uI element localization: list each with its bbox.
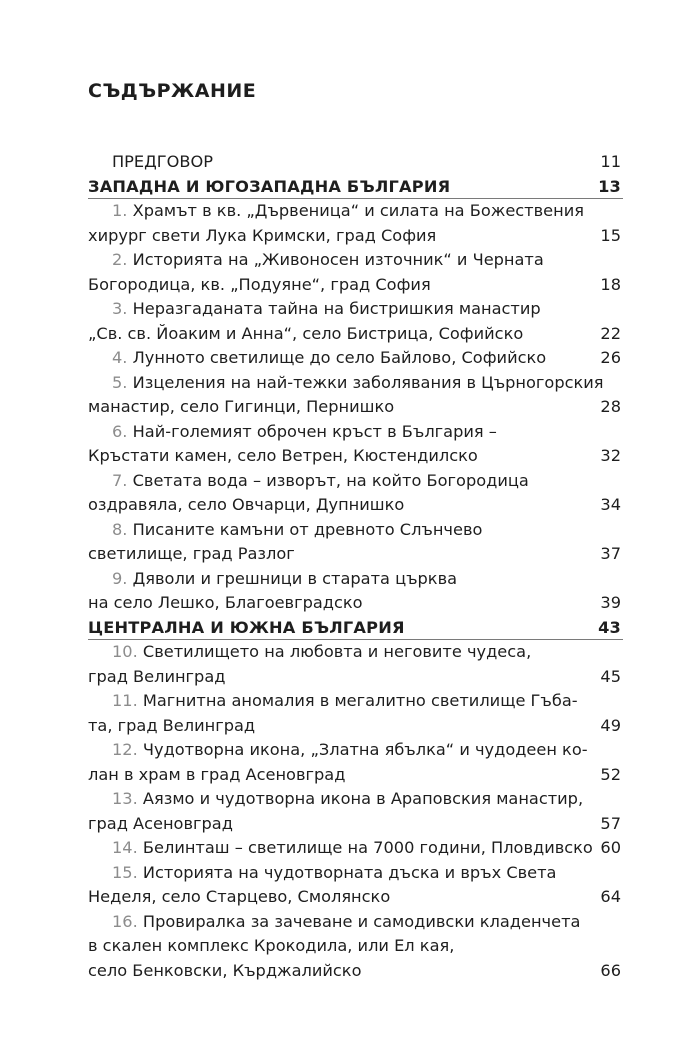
entry-number: 8. bbox=[112, 519, 128, 539]
toc-entry bbox=[88, 689, 623, 738]
toc-line bbox=[88, 248, 623, 273]
entry-title: оздравяла, село Овчарци, Дупнишко bbox=[88, 495, 405, 514]
toc-line bbox=[88, 224, 623, 249]
entry-title: Белинташ – светилище на 7000 години, Пловдивско bbox=[142, 838, 593, 857]
toc-section bbox=[88, 616, 623, 641]
entry-number: 6. bbox=[112, 421, 128, 441]
entry-number: 7. bbox=[112, 470, 128, 490]
toc-entry bbox=[88, 640, 623, 689]
entry-title: Най-големият оброчен кръст в България – bbox=[132, 421, 497, 441]
entry-title: ПРЕДГОВОР bbox=[112, 152, 214, 171]
entry-title: Неделя, село Старцево, Смолянско bbox=[88, 887, 391, 906]
page-number: 18 bbox=[600, 274, 621, 294]
page-number: 26 bbox=[600, 348, 621, 367]
toc-section bbox=[88, 175, 623, 200]
toc-entry bbox=[88, 371, 623, 420]
toc-entry bbox=[88, 738, 623, 787]
entry-title: Кръстати камен, село Ветрен, Кюстендилско bbox=[88, 446, 478, 465]
toc-line bbox=[88, 346, 623, 371]
entry-title: Чудотворна икона, „Златна ябълка“ и чудодеен ко- bbox=[142, 740, 588, 759]
toc-line bbox=[88, 836, 623, 861]
section-title: ЦЕНТРАЛНА И ЮЖНА БЪЛГАРИЯ bbox=[88, 617, 405, 637]
toc-line bbox=[88, 640, 623, 665]
entry-number: 3. bbox=[112, 299, 128, 318]
entry-number: 4. bbox=[112, 348, 128, 367]
toc-line bbox=[88, 591, 623, 616]
entry-number: 10. bbox=[112, 642, 138, 661]
page-number: 39 bbox=[600, 593, 621, 612]
page-number: 11 bbox=[600, 152, 621, 171]
page-number: 22 bbox=[600, 323, 621, 343]
entry-number: 15. bbox=[112, 862, 138, 882]
toc-line bbox=[88, 371, 623, 396]
entry-title: Магнитна аномалия в мегалитно светилище Гъба- bbox=[142, 691, 578, 710]
entry-title: Писаните камъни от древното Слънчево bbox=[132, 519, 483, 539]
toc-line bbox=[88, 518, 623, 543]
toc-line bbox=[88, 934, 623, 959]
toc-line bbox=[88, 322, 623, 347]
toc-line bbox=[88, 959, 623, 984]
entry-number: 5. bbox=[112, 372, 128, 392]
toc-entry bbox=[88, 787, 623, 836]
page-number: 52 bbox=[600, 764, 621, 784]
table-of-contents bbox=[88, 150, 623, 983]
toc-entry bbox=[88, 346, 623, 371]
toc-line bbox=[88, 763, 623, 788]
toc-line bbox=[88, 199, 623, 224]
page-number: 34 bbox=[600, 495, 621, 514]
page-title: СЪДЪРЖАНИЕ bbox=[88, 80, 257, 102]
toc-line bbox=[88, 689, 623, 714]
toc-line bbox=[88, 910, 623, 935]
toc-entry bbox=[88, 567, 623, 616]
toc-entry bbox=[88, 836, 623, 861]
entry-title: град Асеновград bbox=[88, 813, 233, 833]
section-title: ЗАПАДНА И ЮГОЗАПАДНА БЪЛГАРИЯ bbox=[88, 176, 451, 196]
page-number: 57 bbox=[600, 813, 621, 833]
entry-number: 1. bbox=[112, 201, 128, 220]
toc-line bbox=[88, 616, 623, 641]
entry-title: лан в храм в град Асеновград bbox=[88, 764, 346, 784]
entry-title: Провиралка за зачеване и самодивски кладенчета bbox=[142, 911, 581, 931]
page-number: 13 bbox=[598, 176, 621, 196]
page-number: 64 bbox=[600, 887, 621, 906]
toc-line bbox=[88, 812, 623, 837]
entry-number: 13. bbox=[112, 789, 138, 808]
entry-title: Изцеления на най-тежки заболявания в Църногорския bbox=[132, 372, 604, 392]
toc-line bbox=[88, 469, 623, 494]
entry-number: 14. bbox=[112, 838, 138, 857]
page-number: 60 bbox=[600, 838, 621, 857]
toc-preface bbox=[88, 150, 623, 175]
toc-entry bbox=[88, 297, 623, 346]
toc-line bbox=[88, 150, 623, 175]
toc-entry bbox=[88, 910, 623, 984]
entry-title: Светата вода – изворът, на който Богородица bbox=[132, 470, 529, 490]
toc-line bbox=[88, 395, 623, 420]
entry-number: 11. bbox=[112, 691, 138, 710]
toc-entry bbox=[88, 199, 623, 248]
entry-title: Богородица, кв. „Подуяне“, град София bbox=[88, 274, 431, 294]
entry-title: Храмът в кв. „Дървеница“ и силата на Божествения bbox=[132, 201, 584, 220]
entry-title: в скален комплекс Крокодила, или Ел кая, bbox=[88, 936, 455, 955]
entry-title: Светилището на любовта и неговите чудеса, bbox=[142, 642, 532, 661]
entry-title: Историята на „Живоносен източник“ и Черната bbox=[132, 250, 544, 269]
toc-line bbox=[88, 738, 623, 763]
entry-title: хирург свети Лука Кримски, град София bbox=[88, 225, 437, 245]
toc-line bbox=[88, 420, 623, 445]
page-number: 66 bbox=[600, 960, 621, 980]
page-number: 45 bbox=[600, 666, 621, 686]
toc-line bbox=[88, 444, 623, 469]
entry-title: светилище, град Разлог bbox=[88, 544, 295, 563]
entry-title: манастир, село Гигинци, Пернишко bbox=[88, 397, 395, 416]
entry-title: „Св. св. Йоаким и Анна“, село Бистрица, Софийско bbox=[88, 323, 524, 343]
page-number: 37 bbox=[600, 544, 621, 563]
entry-title: Дяволи и грешници в старата църква bbox=[132, 568, 458, 588]
toc-line bbox=[88, 787, 623, 812]
toc-line bbox=[88, 297, 623, 322]
toc-entry bbox=[88, 469, 623, 518]
entry-title: Неразгаданата тайна на бистришкия манастир bbox=[132, 299, 541, 318]
toc-line bbox=[88, 714, 623, 739]
entry-number: 2. bbox=[112, 250, 128, 269]
entry-number: 9. bbox=[112, 568, 128, 588]
toc-entry bbox=[88, 420, 623, 469]
page-number: 49 bbox=[600, 715, 621, 735]
toc-line bbox=[88, 542, 623, 567]
entry-title: Историята на чудотворната дъска и връх Света bbox=[142, 862, 557, 882]
entry-title: Аязмо и чудотворна икона в Араповския манастир, bbox=[142, 789, 584, 808]
toc-line bbox=[88, 861, 623, 886]
entry-number: 12. bbox=[112, 740, 138, 759]
page-number: 32 bbox=[600, 446, 621, 465]
entry-number: 16. bbox=[112, 911, 138, 931]
toc-entry bbox=[88, 248, 623, 297]
entry-title: на село Лешко, Благоевградско bbox=[88, 593, 363, 612]
toc-entry bbox=[88, 861, 623, 910]
page-number: 28 bbox=[600, 397, 621, 416]
toc-line bbox=[88, 175, 623, 200]
entry-title: село Бенковски, Кърджалийско bbox=[88, 960, 362, 980]
toc-line bbox=[88, 273, 623, 298]
entry-title: град Велинград bbox=[88, 666, 226, 686]
entry-title: Лунното светилище до село Байлово, Софийско bbox=[132, 348, 547, 367]
toc-line bbox=[88, 493, 623, 518]
entry-title: та, град Велинград bbox=[88, 715, 256, 735]
toc-line bbox=[88, 885, 623, 910]
page-number: 15 bbox=[600, 225, 621, 245]
toc-entry bbox=[88, 518, 623, 567]
toc-line bbox=[88, 665, 623, 690]
toc-line bbox=[88, 567, 623, 592]
page-number: 43 bbox=[598, 617, 621, 637]
